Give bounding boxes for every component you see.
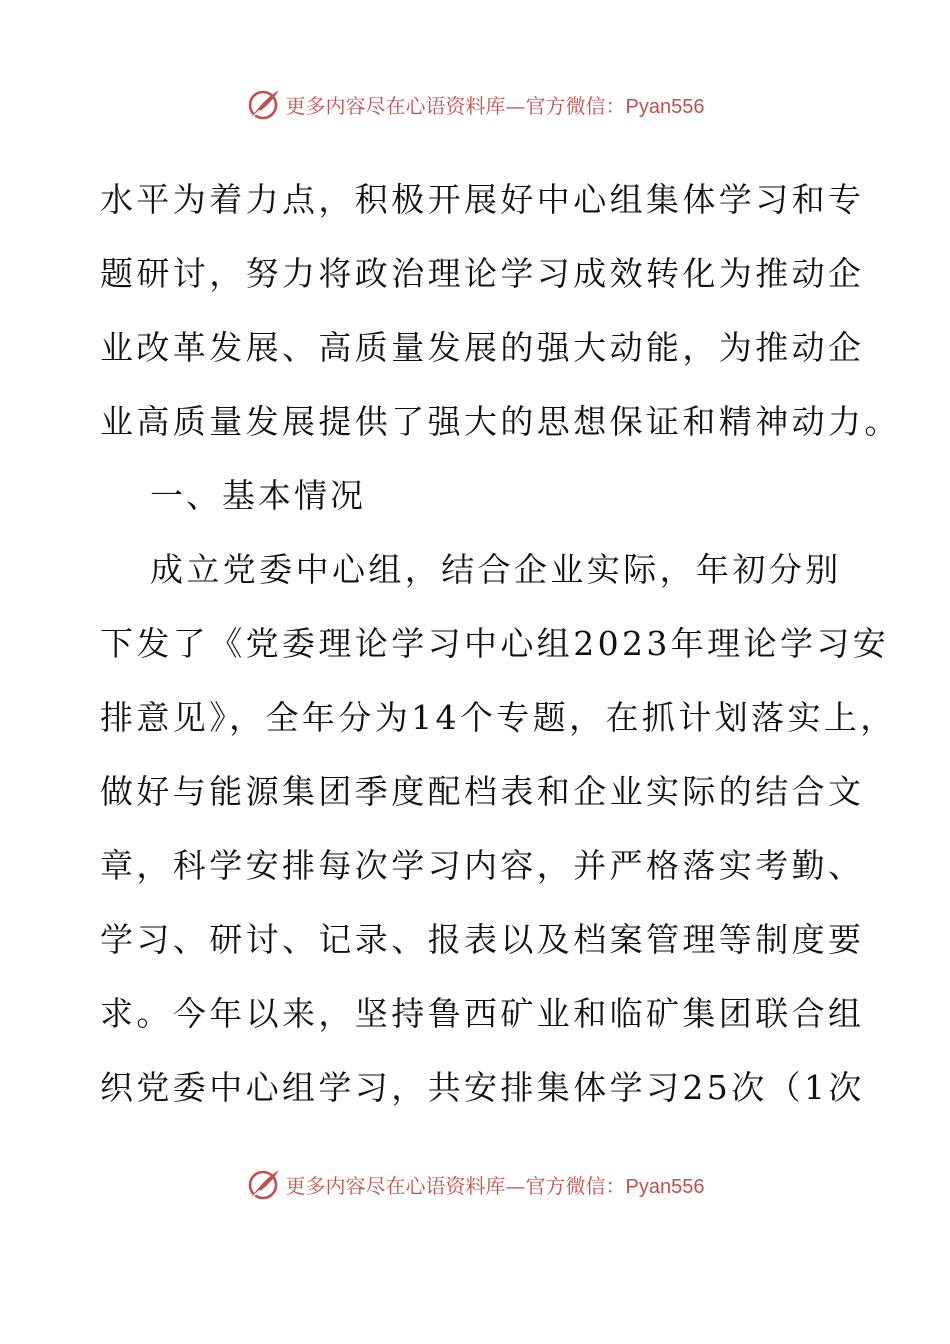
text-line: 题研讨，努力将政治理论学习成效转化为推动企 bbox=[100, 254, 865, 293]
text-line: 业高质量发展提供了强大的思想保证和精神动力。 bbox=[100, 402, 901, 441]
quill-logo-icon bbox=[246, 86, 282, 122]
text-line: 排意见》，全年分为14个专题，在抓计划落实上， bbox=[100, 698, 897, 737]
text-line: 章，科学安排每次学习内容，并严格落实考勤、 bbox=[100, 846, 865, 885]
text-line: 学习、研讨、记录、报表以及档案管理等制度要 bbox=[100, 920, 865, 959]
header-banner bbox=[0, 82, 950, 126]
text-line: 水平为着力点，积极开展好中心组集体学习和专 bbox=[100, 180, 865, 219]
banner-text: 更多内容尽在心语资料库—官方微信：Pyan556 bbox=[285, 1173, 705, 1198]
footer-banner bbox=[0, 1162, 950, 1206]
quill-logo-icon bbox=[246, 1166, 282, 1202]
text-line: 下发了《党委理论学习中心组2023年理论学习安 bbox=[100, 624, 890, 663]
document-body bbox=[100, 163, 901, 1125]
text-line: 做好与能源集团季度配档表和企业实际的结合文 bbox=[100, 772, 865, 811]
banner-text: 更多内容尽在心语资料库—官方微信：Pyan556 bbox=[285, 93, 705, 118]
text-line: 成立党委中心组，结合企业实际，年初分别 bbox=[150, 550, 842, 589]
text-line: 业改革发展、高质量发展的强大动能，为推动企 bbox=[100, 328, 865, 367]
text-line: 求。今年以来，坚持鲁西矿业和临矿集团联合组 bbox=[100, 994, 865, 1033]
section-heading: 一、基本情况 bbox=[150, 476, 366, 515]
text-line: 织党委中心组学习，共安排集体学习25次（1次 bbox=[100, 1068, 865, 1107]
